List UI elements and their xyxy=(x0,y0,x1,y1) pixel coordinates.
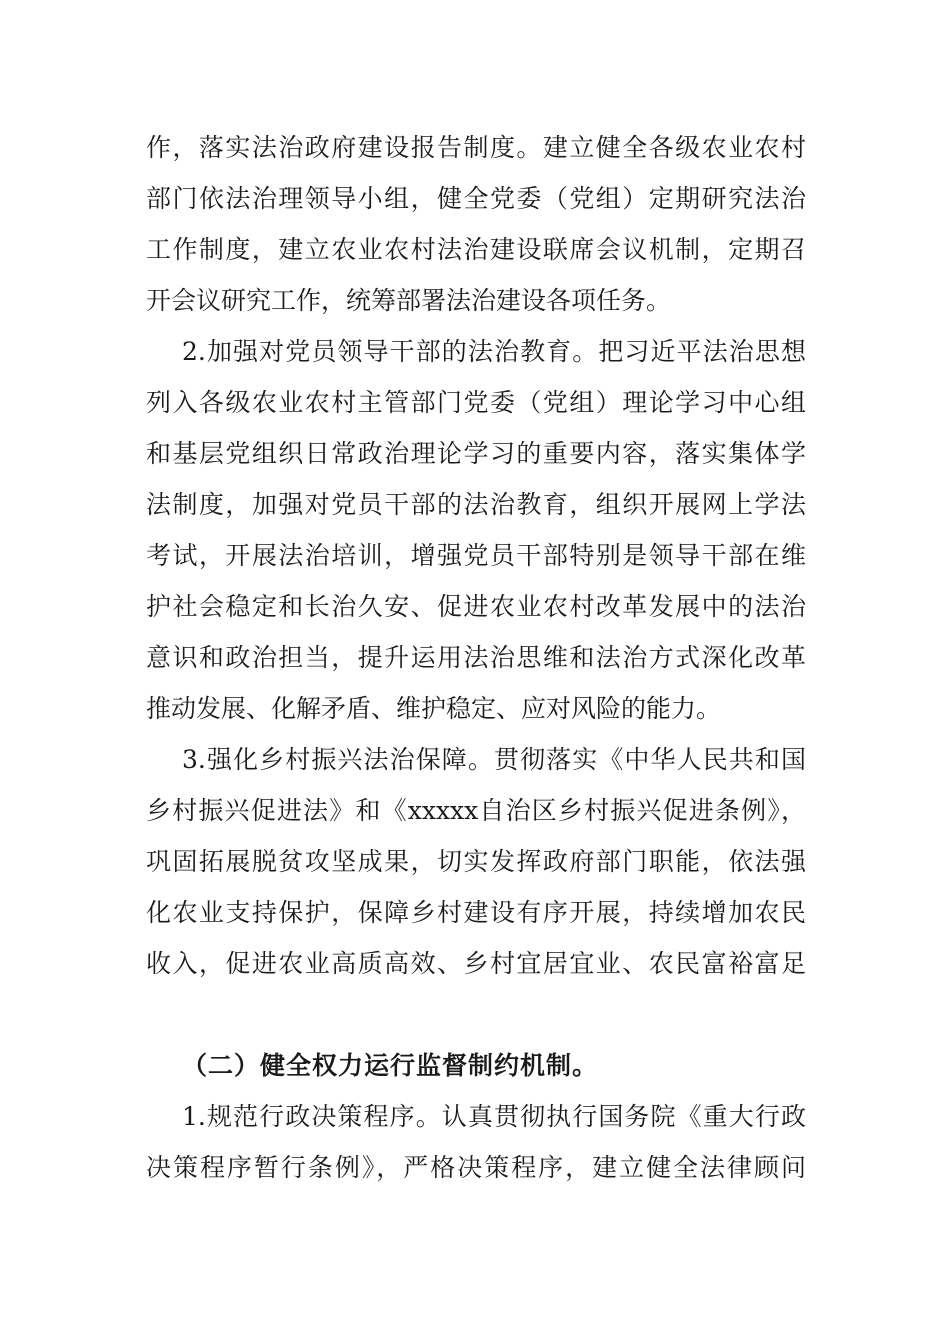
paragraph-line: 部门依法治理领导小组，健全党委（党组）定期研究法治 xyxy=(146,184,806,213)
paragraph-line: 1.规范行政决策程序。认真贯彻执行国务院《重大行政 xyxy=(182,1102,806,1131)
paragraph-line: 巩固拓展脱贫攻坚成果，切实发挥政府部门职能，依法强 xyxy=(146,847,806,876)
paragraph-line: 工作制度，建立农业农村法治建设联席会议机制，定期召 xyxy=(146,235,806,264)
paragraph-line: 决策程序暂行条例》，严格决策程序，建立健全法律顾问 xyxy=(146,1153,806,1182)
paragraph-line: 开会议研究工作，统筹部署法治建设各项任务。 xyxy=(146,286,672,315)
paragraph-line: 3.强化乡村振兴法治保障。贯彻落实《中华人民共和国 xyxy=(182,745,806,774)
paragraph-line: 护社会稳定和长治久安、促进农业农村改革发展中的法治 xyxy=(146,592,806,621)
paragraph-line: 作，落实法治政府建设报告制度。建立健全各级农业农村 xyxy=(146,133,806,162)
paragraph-line: 法制度，加强对党员干部的法治教育，组织开展网上学法 xyxy=(146,490,806,519)
paragraph-line: 2.加强对党员领导干部的法治教育。把习近平法治思想 xyxy=(182,337,806,366)
paragraph-line: 列入各级农业农村主管部门党委（党组）理论学习中心组 xyxy=(146,388,806,417)
paragraph-line: 和基层党组织日常政治理论学习的重要内容，落实集体学 xyxy=(146,439,806,468)
paragraph-line: 推动发展、化解矛盾、维护稳定、应对风险的能力。 xyxy=(146,694,722,723)
section-heading: （二）健全权力运行监督制约机制。 xyxy=(182,1051,599,1080)
paragraph-line: 化农业支持保护，保障乡村建设有序开展，持续增加农民 xyxy=(146,898,806,927)
paragraph-line: 考试，开展法治培训，增强党员干部特别是领导干部在维 xyxy=(146,541,806,570)
paragraph-line: 乡村振兴促进法》和《xxxxx自治区乡村振兴促进条例》， xyxy=(146,796,806,825)
paragraph-line: 意识和政治担当，提升运用法治思维和法治方式深化改革 xyxy=(146,643,806,672)
paragraph-line: 收入，促进农业高质高效、乡村宜居宜业、农民富裕富足 xyxy=(146,949,806,978)
